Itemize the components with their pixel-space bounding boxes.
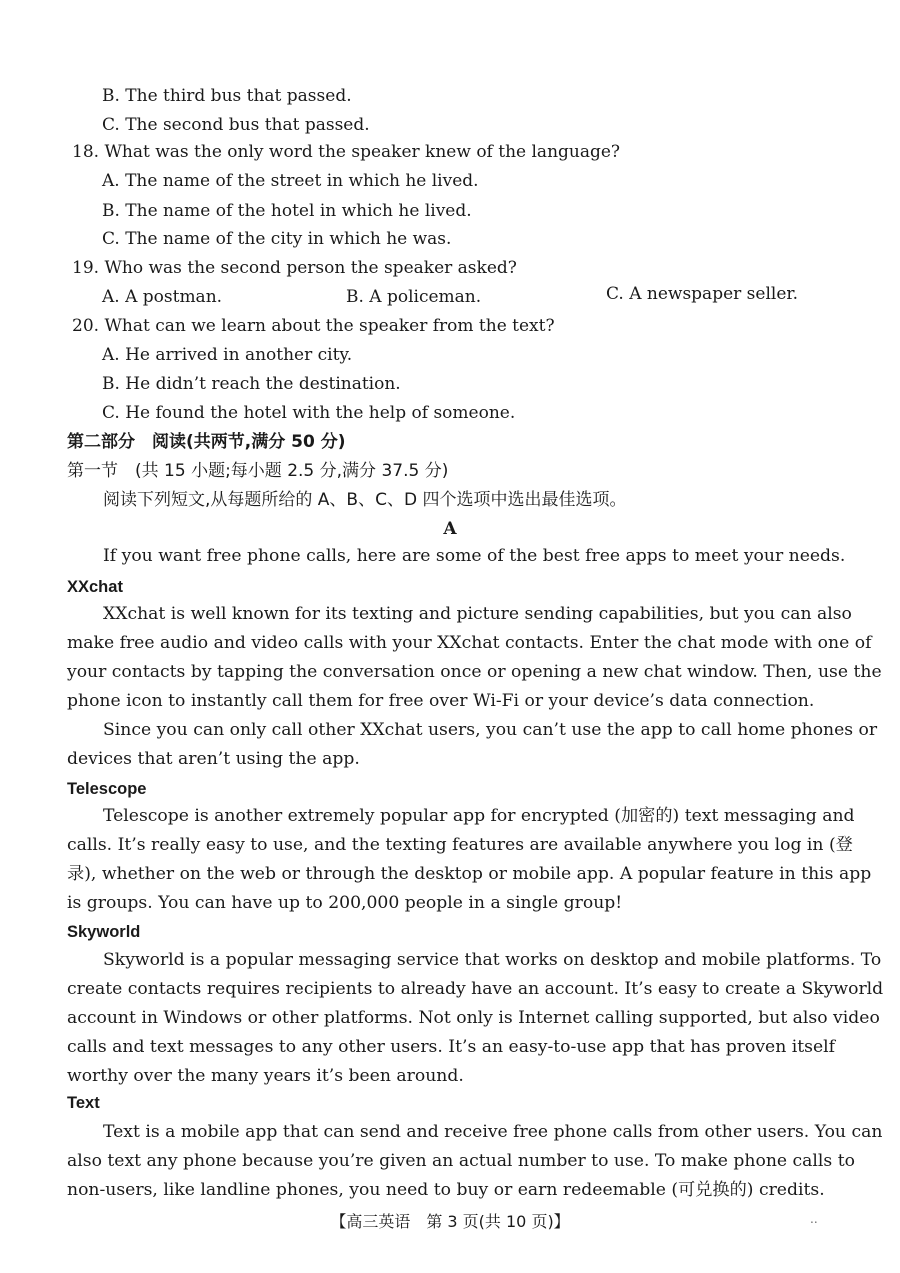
part-two-heading: 第二部分 阅读(共两节,满分 50 分) xyxy=(67,432,346,452)
heading-text: Text xyxy=(67,1094,100,1112)
xxchat-line-4: phone icon to instantly call them for free over Wi-Fi or your device’s data connection. xyxy=(67,691,815,711)
question-19: 19. Who was the second person the speaker asked? xyxy=(72,258,517,278)
q19-option-c: C. A newspaper seller. xyxy=(606,284,799,304)
heading-xxchat: XXchat xyxy=(67,578,123,596)
passage-intro: If you want free phone calls, here are some of the best free apps to meet your needs. xyxy=(103,546,846,566)
xxchat-line-6: devices that aren’t using the app. xyxy=(67,749,360,769)
telescope-line-4: is groups. You can have up to 200,000 people in a single group! xyxy=(67,893,623,913)
skyworld-line-1: Skyworld is a popular messaging service that works on desktop and mobile platforms. To xyxy=(103,950,882,970)
skyworld-line-2: create contacts requires recipients to already have an account. It’s easy to create a Skyworld xyxy=(67,979,884,999)
xxchat-line-3: your contacts by tapping the conversation once or opening a new chat window. Then, use the xyxy=(67,662,882,682)
skyworld-line-3: account in Windows or other platforms. Not only is Internet calling supported, but also video xyxy=(67,1008,880,1028)
question-20: 20. What can we learn about the speaker from the text? xyxy=(72,316,555,336)
q18-option-a: A. The name of the street in which he lived. xyxy=(102,171,479,191)
page-footer: 【高三英语 第 3 页(共 10 页)】 xyxy=(330,1212,570,1231)
section-one-heading: 第一节 (共 15 小题;每小题 2.5 分,满分 37.5 分) xyxy=(67,461,449,481)
telescope-line-1: Telescope is another extremely popular app for encrypted (加密的) text messaging and xyxy=(103,806,855,826)
passage-letter: A xyxy=(443,519,457,539)
xxchat-line-2: make free audio and video calls with your XXchat contacts. Enter the chat mode with one of xyxy=(67,633,872,653)
telescope-line-2: calls. It’s really easy to use, and the texting features are available anywhere you log in (登 xyxy=(67,835,853,855)
question-18: 18. What was the only word the speaker knew of the language? xyxy=(72,142,621,162)
q20-option-c: C. He found the hotel with the help of someone. xyxy=(102,403,516,423)
q19-option-b: B. A policeman. xyxy=(346,287,482,307)
telescope-line-3: 录), whether on the web or through the desktop or mobile app. A popular feature in this app xyxy=(67,864,872,884)
q18-option-b: B. The name of the hotel in which he lived. xyxy=(102,201,472,221)
q19-option-a: A. A postman. xyxy=(102,287,223,307)
skyworld-line-5: worthy over the many years it’s been around. xyxy=(67,1066,464,1086)
reading-instruction: 阅读下列短文,从每题所给的 A、B、C、D 四个选项中选出最佳选项。 xyxy=(103,490,627,510)
q17-option-c: C. The second bus that passed. xyxy=(102,115,370,135)
heading-telescope: Telescope xyxy=(67,780,147,798)
q18-option-c: C. The name of the city in which he was. xyxy=(102,229,452,249)
text-line-3: non-users, like landline phones, you need to buy or earn redeemable (可兑换的) credits. xyxy=(67,1180,825,1200)
q20-option-a: A. He arrived in another city. xyxy=(102,345,353,365)
q20-option-b: B. He didn’t reach the destination. xyxy=(102,374,401,394)
scan-speck: .. xyxy=(810,1212,818,1226)
text-line-2: also text any phone because you’re given an actual number to use. To make phone calls to xyxy=(67,1151,855,1171)
text-line-1: Text is a mobile app that can send and receive free phone calls from other users. You can xyxy=(103,1122,883,1142)
xxchat-line-5: Since you can only call other XXchat users, you can’t use the app to call home phones or xyxy=(103,720,878,740)
skyworld-line-4: calls and text messages to any other users. It’s an easy-to-use app that has proven itself xyxy=(67,1037,836,1057)
xxchat-line-1: XXchat is well known for its texting and picture sending capabilities, but you can also xyxy=(103,604,852,624)
q17-option-b: B. The third bus that passed. xyxy=(102,86,352,106)
heading-skyworld: Skyworld xyxy=(67,923,141,941)
